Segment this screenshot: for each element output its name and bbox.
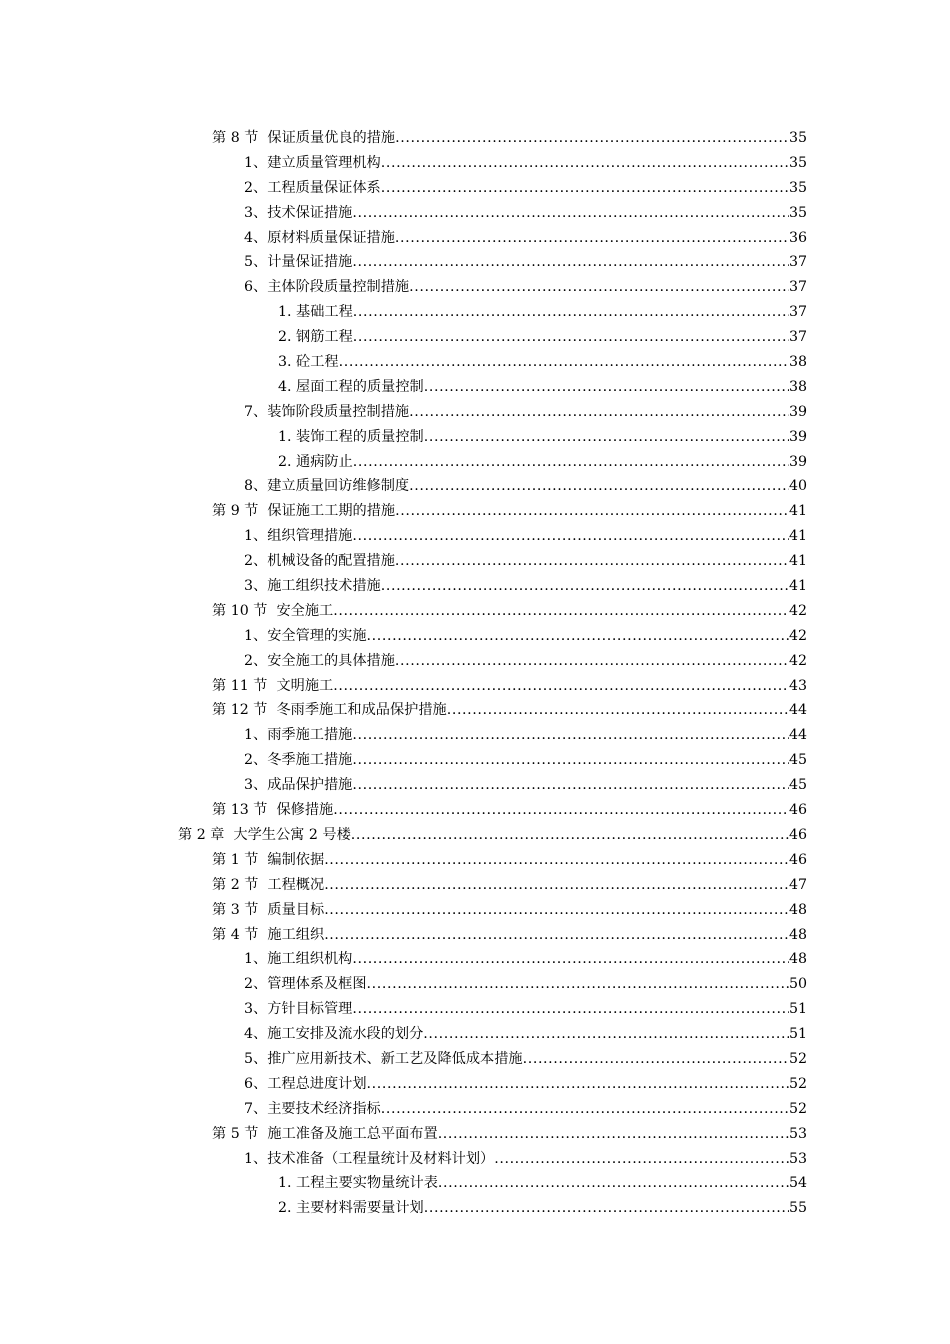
toc-entry-title: 原材料质量保证措施	[267, 229, 395, 246]
toc-entry[interactable]	[0, 400, 950, 425]
toc-entry[interactable]	[0, 201, 950, 226]
toc-entry[interactable]	[0, 151, 950, 176]
toc-entry-page-number: 43	[788, 677, 807, 694]
toc-entry[interactable]	[0, 126, 950, 151]
toc-entry-title: 推广应用新技术、新工艺及降低成本措施	[267, 1050, 523, 1067]
toc-entry[interactable]	[0, 997, 950, 1022]
toc-dot-leader	[409, 400, 789, 425]
toc-dot-leader	[395, 226, 789, 251]
toc-entry-page-number: 47	[788, 876, 807, 893]
toc-entry-page-number: 35	[788, 130, 807, 146]
toc-entry-page-number: 38	[788, 354, 807, 371]
toc-dot-leader	[381, 151, 789, 176]
toc-entry-title: 施工组织机构	[267, 951, 353, 968]
toc-entry-number: 4、	[244, 1026, 268, 1043]
toc-entry-page-number: 41	[788, 503, 807, 520]
toc-entry[interactable]	[0, 176, 950, 201]
toc-entry-number: 3、	[244, 578, 268, 595]
toc-entry[interactable]	[0, 848, 950, 873]
toc-dot-leader	[423, 1022, 789, 1047]
toc-entry-number: 1、	[244, 627, 268, 644]
toc-entry-title: 施工准备及施工总平面布置	[267, 1125, 438, 1142]
toc-entry[interactable]	[0, 649, 950, 674]
toc-dot-leader	[333, 599, 789, 624]
toc-entry-number: 第 5 节	[212, 1125, 259, 1142]
toc-entry-number: 3、	[244, 204, 268, 221]
toc-entry[interactable]	[0, 599, 950, 624]
toc-entry-title: 建立质量管理机构	[267, 154, 381, 171]
toc-dot-leader	[409, 474, 789, 499]
toc-entry-title: 管理体系及框图	[267, 976, 367, 993]
toc-entry[interactable]	[0, 499, 950, 524]
toc-entry-number: 5、	[244, 254, 268, 271]
toc-dot-leader	[424, 425, 789, 450]
toc-dot-leader	[381, 176, 789, 201]
toc-entry-title: 文明施工	[276, 677, 334, 694]
toc-entry[interactable]	[0, 275, 950, 300]
toc-entry-number: 第 2 章	[178, 826, 225, 843]
toc-entry-number: 第 9 节	[212, 503, 259, 520]
toc-dot-leader	[395, 126, 789, 151]
toc-entry-page-number: 46	[788, 802, 807, 819]
toc-entry-title: 技术准备（工程量统计及材料计划）	[267, 1150, 495, 1167]
toc-entry-page-number: 42	[788, 627, 807, 644]
toc-entry[interactable]	[0, 250, 950, 275]
toc-entry-number: 6、	[244, 1075, 268, 1092]
toc-entry-number: 1、	[244, 528, 268, 545]
toc-entry-title: 大学生公寓 2 号楼	[233, 826, 351, 843]
toc-entry-number: 1、	[244, 951, 268, 968]
toc-entry-number: 第 8 节	[212, 130, 259, 146]
toc-entry-title: 安全管理的实施	[267, 627, 367, 644]
toc-entry-title: 冬季施工措施	[267, 752, 353, 769]
toc-entry-title: 成品保护措施	[267, 777, 353, 794]
toc-dot-leader	[333, 674, 789, 699]
toc-entry-title: 4. 屋面工程的质量控制	[278, 378, 424, 395]
toc-entry-number: 6、	[244, 279, 268, 296]
toc-entry-page-number: 45	[788, 777, 807, 794]
toc-entry-page-number: 42	[788, 652, 807, 669]
toc-dot-leader	[339, 350, 789, 375]
toc-entry-number: 第 11 节	[212, 677, 268, 694]
toc-entry[interactable]	[0, 375, 950, 400]
toc-entry-page-number: 37	[788, 304, 807, 321]
toc-entry-page-number: 48	[788, 951, 807, 968]
toc-entry[interactable]	[0, 1097, 950, 1122]
toc-entry[interactable]	[0, 1171, 950, 1196]
toc-entry-page-number: 42	[788, 602, 807, 619]
toc-entry-number: 2、	[244, 752, 268, 769]
toc-entry[interactable]	[0, 549, 950, 574]
toc-dot-leader	[352, 947, 789, 972]
toc-entry-page-number: 36	[788, 229, 807, 246]
toc-entry-page-number: 55	[788, 1200, 807, 1217]
toc-entry-page-number: 39	[788, 403, 807, 420]
toc-dot-leader	[353, 325, 789, 350]
toc-dot-leader	[352, 250, 789, 275]
toc-entry-title: 组织管理措施	[267, 528, 353, 545]
toc-entry[interactable]	[0, 748, 950, 773]
toc-entry[interactable]	[0, 574, 950, 599]
toc-entry-title: 保证施工工期的措施	[267, 503, 396, 520]
toc-entry-number: 第 1 节	[212, 851, 259, 868]
toc-entry-page-number: 52	[788, 1100, 807, 1117]
toc-dot-leader	[324, 848, 789, 873]
toc-dot-leader	[381, 574, 789, 599]
toc-dot-leader	[353, 450, 789, 475]
toc-entry[interactable]	[0, 972, 950, 997]
toc-entry[interactable]	[0, 1072, 950, 1097]
toc-dot-leader	[381, 1097, 789, 1122]
toc-dot-leader	[353, 300, 789, 325]
toc-dot-leader	[352, 773, 789, 798]
toc-entry-page-number: 53	[788, 1125, 807, 1142]
toc-dot-leader	[424, 375, 789, 400]
toc-entry-title: 1. 基础工程	[278, 304, 353, 321]
toc-entry-page-number: 39	[788, 453, 807, 470]
toc-entry-number: 2、	[244, 179, 268, 196]
toc-entry-number: 第 2 节	[212, 876, 259, 893]
toc-entry[interactable]	[0, 1196, 950, 1221]
toc-entry-title: 安全施工的具体措施	[267, 652, 395, 669]
toc-entry[interactable]	[0, 698, 950, 723]
toc-entry-title: 编制依据	[267, 851, 325, 868]
toc-entry-number: 5、	[244, 1050, 268, 1067]
toc-dot-leader	[324, 898, 789, 923]
toc-entry-number: 1、	[244, 154, 268, 171]
toc-entry-page-number: 50	[788, 976, 807, 993]
toc-entry-title: 技术保证措施	[267, 204, 353, 221]
toc-dot-leader	[447, 698, 789, 723]
toc-entry-page-number: 44	[788, 702, 807, 719]
toc-entry[interactable]	[0, 873, 950, 898]
toc-entry-title: 1. 装饰工程的质量控制	[278, 428, 424, 445]
toc-entry-title: 工程总进度计划	[267, 1075, 367, 1092]
toc-entry-title: 施工组织技术措施	[267, 578, 381, 595]
toc-entry-title: 保修措施	[276, 802, 334, 819]
toc-entry-number: 第 10 节	[212, 602, 268, 619]
toc-entry-title: 3. 砼工程	[278, 354, 339, 371]
toc-entry-page-number: 51	[788, 1001, 807, 1018]
toc-entry-page-number: 38	[788, 378, 807, 395]
toc-entry-title: 保证质量优良的措施	[267, 130, 396, 146]
toc-entry-page-number: 46	[788, 851, 807, 868]
toc-entry-number: 2、	[244, 652, 268, 669]
toc-dot-leader	[352, 748, 789, 773]
toc-dot-leader	[352, 997, 789, 1022]
toc-entry-title: 2. 主要材料需要量计划	[278, 1200, 424, 1217]
toc-dot-leader	[424, 1196, 789, 1221]
toc-entry-title: 工程概况	[267, 876, 325, 893]
toc-entry[interactable]	[0, 723, 950, 748]
toc-entry[interactable]	[0, 947, 950, 972]
toc-entry-title: 主要技术经济指标	[267, 1100, 381, 1117]
toc-entry-number: 2、	[244, 553, 268, 570]
toc-entry-title: 雨季施工措施	[267, 727, 353, 744]
toc-entry[interactable]	[0, 898, 950, 923]
toc-dot-leader	[395, 649, 789, 674]
toc-dot-leader	[494, 1147, 789, 1172]
toc-entry-title: 质量目标	[267, 901, 325, 918]
toc-dot-leader	[352, 723, 789, 748]
toc-dot-leader	[367, 624, 789, 649]
toc-entry-title: 计量保证措施	[267, 254, 353, 271]
toc-entry[interactable]	[0, 674, 950, 699]
toc-entry-page-number: 48	[788, 901, 807, 918]
toc-entry[interactable]	[0, 1122, 950, 1147]
toc-entry-number: 8、	[244, 478, 268, 495]
toc-entry-number: 第 3 节	[212, 901, 259, 918]
toc-entry-page-number: 45	[788, 752, 807, 769]
toc-dot-leader	[351, 823, 789, 848]
toc-entry-page-number: 46	[788, 826, 807, 843]
toc-entry-title: 施工安排及流水段的划分	[267, 1026, 424, 1043]
toc-entry[interactable]	[0, 226, 950, 251]
toc-dot-leader	[438, 1171, 789, 1196]
toc-dot-leader	[409, 275, 789, 300]
toc-entry-number: 3、	[244, 777, 268, 794]
toc-entry-title: 建立质量回访维修制度	[267, 478, 410, 495]
toc-dot-leader	[395, 499, 789, 524]
toc-entry[interactable]	[0, 325, 950, 350]
toc-entry-page-number: 37	[788, 329, 807, 346]
toc-entry-page-number: 40	[788, 478, 807, 495]
toc-entry-page-number: 51	[788, 1026, 807, 1043]
toc-entry-page-number: 41	[788, 578, 807, 595]
toc-entry-page-number: 52	[788, 1075, 807, 1092]
toc-entry-number: 7、	[244, 403, 268, 420]
toc-entry-page-number: 53	[788, 1150, 807, 1167]
toc-entry-number: 1、	[244, 1150, 268, 1167]
toc-entry-title: 2. 通病防止	[278, 453, 353, 470]
toc-entry[interactable]	[0, 823, 950, 848]
toc-entry-number: 第 12 节	[212, 702, 268, 719]
toc-entry-page-number: 41	[788, 528, 807, 545]
toc-entry-number: 1、	[244, 727, 268, 744]
toc-entry[interactable]	[0, 474, 950, 499]
toc-entry-title: 主体阶段质量控制措施	[267, 279, 410, 296]
table-of-contents	[0, 126, 950, 1221]
toc-entry-title: 装饰阶段质量控制措施	[267, 403, 410, 420]
toc-entry-number: 7、	[244, 1100, 268, 1117]
toc-entry-page-number: 48	[788, 926, 807, 943]
toc-dot-leader	[324, 923, 789, 948]
toc-entry-number: 3、	[244, 1001, 268, 1018]
toc-entry[interactable]	[0, 1047, 950, 1072]
toc-entry-page-number: 39	[788, 428, 807, 445]
toc-entry[interactable]	[0, 773, 950, 798]
toc-entry[interactable]	[0, 425, 950, 450]
toc-entry[interactable]	[0, 624, 950, 649]
toc-entry-title: 方针目标管理	[267, 1001, 353, 1018]
toc-entry-page-number: 54	[788, 1175, 807, 1192]
toc-dot-leader	[438, 1122, 789, 1147]
toc-entry-title: 施工组织	[267, 926, 325, 943]
toc-entry-page-number: 52	[788, 1050, 807, 1067]
toc-entry[interactable]	[0, 300, 950, 325]
toc-entry-title: 冬雨季施工和成品保护措施	[276, 702, 447, 719]
toc-entry-number: 4、	[244, 229, 268, 246]
toc-entry[interactable]	[0, 450, 950, 475]
toc-entry-page-number: 44	[788, 727, 807, 744]
toc-dot-leader	[395, 549, 789, 574]
toc-entry-title: 1. 工程主要实物量统计表	[278, 1175, 438, 1192]
toc-entry-number: 第 13 节	[212, 802, 268, 819]
toc-entry-number: 第 4 节	[212, 926, 259, 943]
toc-entry-title: 机械设备的配置措施	[267, 553, 395, 570]
toc-dot-leader	[367, 1072, 789, 1097]
toc-entry-page-number: 37	[788, 279, 807, 296]
toc-entry[interactable]	[0, 923, 950, 948]
toc-dot-leader	[523, 1047, 789, 1072]
toc-dot-leader	[333, 798, 789, 823]
toc-entry-page-number: 37	[788, 254, 807, 271]
toc-dot-leader	[324, 873, 789, 898]
toc-dot-leader	[367, 972, 789, 997]
toc-entry[interactable]	[0, 1147, 950, 1172]
toc-entry-page-number: 35	[788, 204, 807, 221]
toc-entry[interactable]	[0, 1022, 950, 1047]
toc-entry[interactable]	[0, 350, 950, 375]
toc-entry-title: 安全施工	[276, 602, 334, 619]
toc-entry-number: 2、	[244, 976, 268, 993]
toc-dot-leader	[352, 201, 789, 226]
toc-entry-title: 2. 钢筋工程	[278, 329, 353, 346]
toc-entry-page-number: 35	[788, 179, 807, 196]
toc-entry[interactable]	[0, 524, 950, 549]
toc-entry-page-number: 41	[788, 553, 807, 570]
toc-entry-page-number: 35	[788, 154, 807, 171]
toc-dot-leader	[352, 524, 789, 549]
toc-entry-title: 工程质量保证体系	[267, 179, 381, 196]
toc-entry[interactable]	[0, 798, 950, 823]
